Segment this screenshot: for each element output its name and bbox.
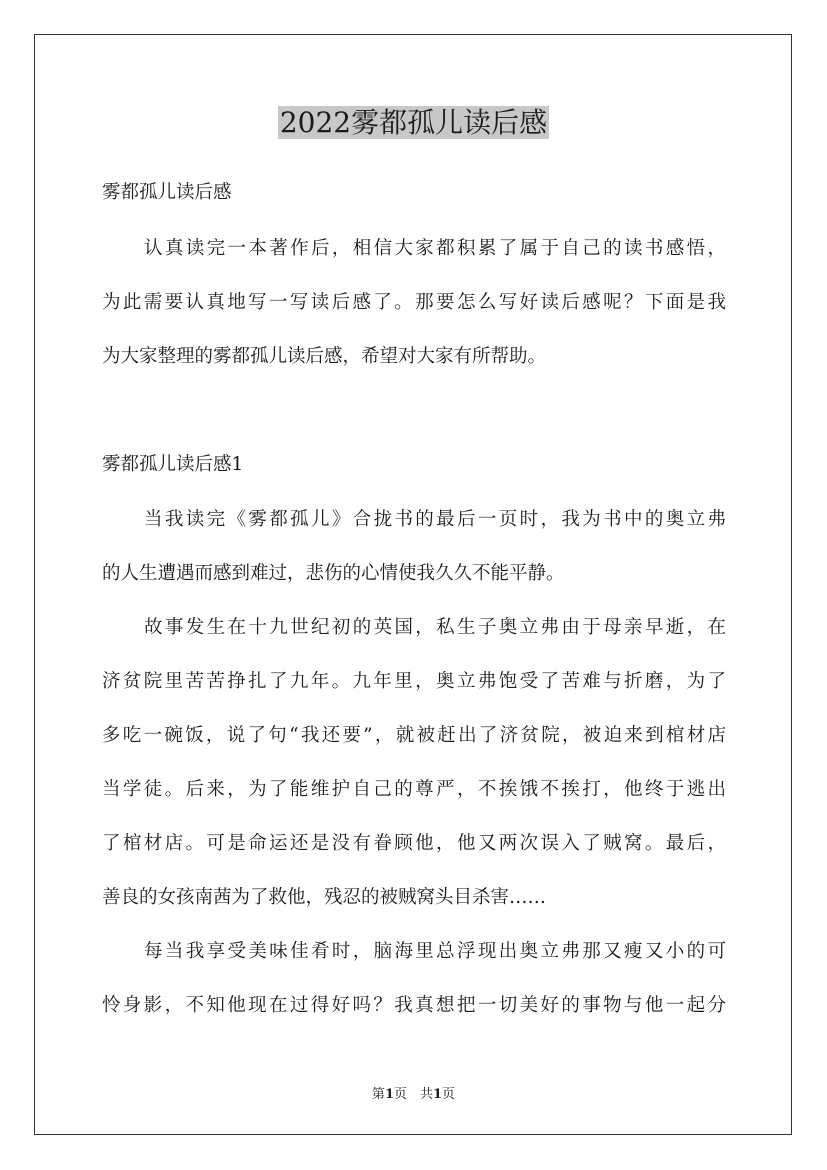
para3-line-2: 怜身影，不知他现在过得好吗？我真想把一切美好的事物与他一起分 (102, 995, 726, 1016)
para2-line-2: 济贫院里苦苦挣扎了九年。九年里，奥立弗饱受了苦难与折磨，为了 (102, 671, 726, 692)
document-title-text: 2022雾都孤儿读后感 (279, 106, 548, 139)
para2-line-3: 多吃一碗饭，说了句“我还要”，就被赶出了济贫院，被迫来到棺材店 (102, 725, 726, 746)
section-heading: 雾都孤儿读后感1 (102, 454, 244, 475)
subtitle: 雾都孤儿读后感 (102, 182, 232, 203)
para3-line-1: 每当我享受美味佳肴时，脑海里总浮现出奥立弗那又瘦又小的可 (144, 941, 726, 962)
footer-prefix: 第 (371, 1087, 385, 1102)
para2-line-1: 故事发生在十九世纪初的英国，私生子奥立弗由于母亲早逝，在 (144, 617, 726, 638)
para2-line-4: 当学徒。后来，为了能维护自己的尊严，不挨饿不挨打，他终于逃出 (102, 779, 726, 800)
para2-line-5: 了棺材店。可是命运还是没有眷顾他，他又两次误入了贼窝。最后， (102, 833, 726, 854)
para1-line-2: 的人生遭遇而感到难过，悲伤的心情使我久久不能平静。 (102, 563, 565, 584)
footer-suffix: 页 (442, 1087, 456, 1102)
para2-line-6: 善良的女孩南茜为了救他，残忍的被贼窝头目杀害…… (102, 887, 547, 908)
intro-line-2: 为此需要认真地写一写读后感了。那要怎么写好读后感呢？下面是我 (102, 292, 726, 313)
para1-line-1: 当我读完《雾都孤儿》合拢书的最后一页时，我为书中的奥立弗 (144, 509, 726, 530)
page-total: 1 (433, 1087, 443, 1102)
document-title (0, 104, 827, 146)
page-footer (0, 1083, 827, 1102)
footer-mid: 页 共 (393, 1087, 433, 1102)
intro-line-1: 认真读完一本著作后，相信大家都积累了属于自己的读书感悟， (144, 238, 726, 259)
intro-line-3: 为大家整理的雾都孤儿读后感，希望对大家有所帮助。 (102, 346, 547, 367)
page-number: 1 (384, 1087, 394, 1102)
